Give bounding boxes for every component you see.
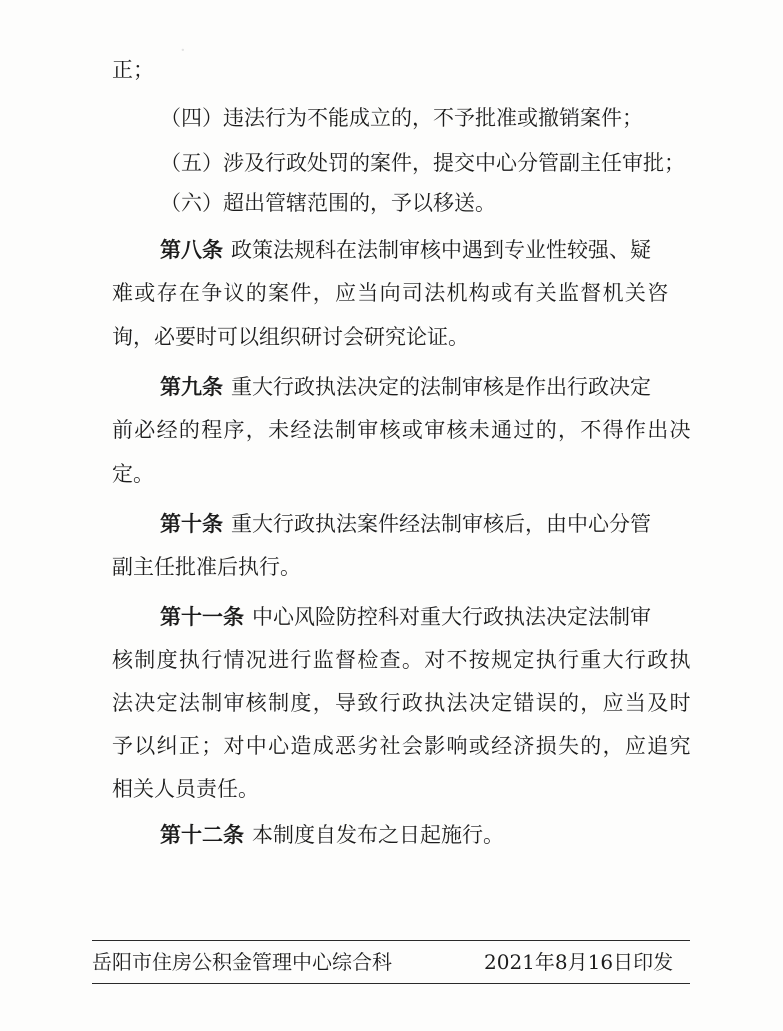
list-item-5: （五）涉及行政处罚的案件，提交中心分管副主任审批； <box>160 151 685 175</box>
article-11-line-3: 法决定法制审核制度，导致行政执法决定错误的，应当及时 <box>112 691 692 715</box>
article-8-line-1 <box>160 235 670 265</box>
article-11-line-4: 予以纠正；对中心造成恶劣社会影响或经济损失的，应追究 <box>112 734 692 758</box>
article-9-text: 重大行政执法决定的法制审核是作出行政决定 <box>231 375 651 399</box>
footer-top-rule <box>92 940 690 941</box>
article-9-line-1 <box>160 372 670 402</box>
article-9-line-2: 前必经的程序，未经法制审核或审核未通过的，不得作出决 <box>112 418 692 442</box>
footer-issuer: 岳阳市住房公积金管理中心综合科 <box>92 950 392 974</box>
list-item-6: （六）超出管辖范围的，予以移送。 <box>160 191 496 215</box>
list-item-4: （四）违法行为不能成立的，不予批准或撤销案件； <box>160 106 643 130</box>
article-11-heading: 第十一条 <box>160 604 244 629</box>
article-12-heading: 第十二条 <box>160 822 244 847</box>
article-8-heading: 第八条 <box>160 237 223 262</box>
article-11-line-5: 相关人员责任。 <box>112 777 259 801</box>
article-8-line-2: 难或存在争议的案件，应当向司法机构或有关监督机关咨 <box>112 281 670 305</box>
article-10-text: 重大行政执法案件经法制审核后，由中心分管 <box>231 512 651 536</box>
article-11-line-1 <box>160 602 670 632</box>
article-8-text: 政策法规科在法制审核中遇到专业性较强、疑 <box>231 238 651 262</box>
article-8-line-3: 询，必要时可以组织研讨会研究论证。 <box>112 325 469 349</box>
footer-issue-date: 2021年8月16日印发 <box>484 950 674 974</box>
article-12-line-1 <box>160 820 670 850</box>
article-10-heading: 第十条 <box>160 511 223 536</box>
article-9-heading: 第九条 <box>160 374 223 399</box>
continuation-line: 正； <box>112 58 154 82</box>
article-11-text: 中心风险防控科对重大行政执法决定法制审 <box>252 605 651 629</box>
bleed-through-text: · <box>180 40 186 61</box>
article-10-line-1 <box>160 509 670 539</box>
article-12-text: 本制度自发布之日起施行。 <box>252 823 504 847</box>
article-9-line-3: 定。 <box>112 462 154 486</box>
footer-bottom-rule <box>92 983 690 984</box>
article-11-line-2: 核制度执行情况进行监督检查。对不按规定执行重大行政执 <box>112 648 692 672</box>
article-10-line-2: 副主任批准后执行。 <box>112 555 301 579</box>
